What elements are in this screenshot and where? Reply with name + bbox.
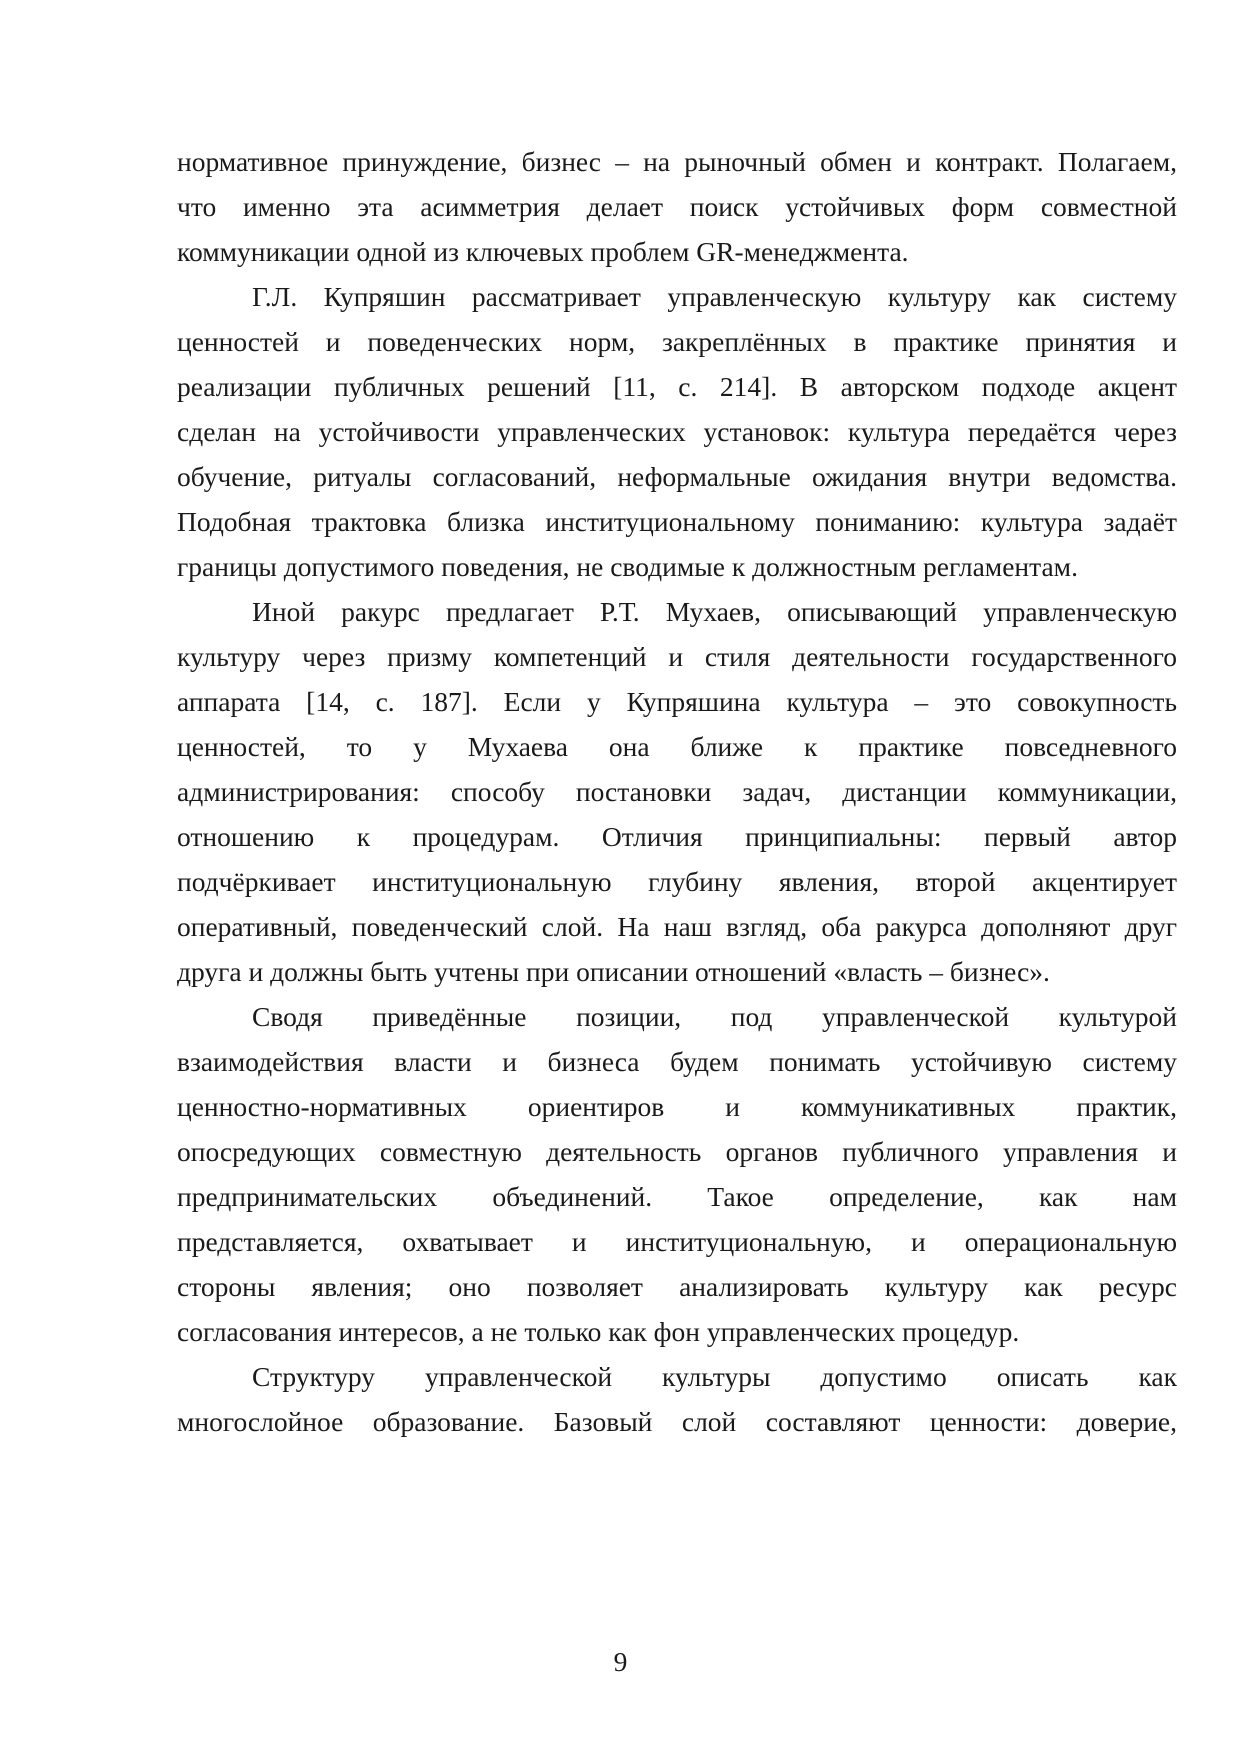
text-line: сделан на устойчивости управленческих установок: культура передаётся через xyxy=(177,416,1177,447)
text-line: согласования интересов, а не только как фон управленческих процедур. xyxy=(177,1316,1020,1347)
paragraph-first-line: Г.Л. Купряшин рассматривает управленческую культуру как систему xyxy=(252,281,1177,312)
text-line: нормативное принуждение, бизнес – на рыночный обмен и контракт. Полагаем, xyxy=(177,146,1177,177)
text-line: коммуникации одной из ключевых проблем GR-менеджмента. xyxy=(177,236,909,267)
paragraph-first-line: Структуру управленческой культуры допустимо описать как xyxy=(252,1361,1177,1392)
text-line: взаимодействия власти и бизнеса будем понимать устойчивую систему xyxy=(177,1046,1177,1077)
paragraph-first-line: Сводя приведённые позиции, под управленческой культурой xyxy=(252,1001,1177,1032)
text-line: опосредующих совместную деятельность органов публичного управления и xyxy=(177,1136,1177,1167)
text-line: ценностей, то у Мухаева она ближе к практике повседневного xyxy=(177,731,1177,762)
text-line: границы допустимого поведения, не сводимые к должностным регламентам. xyxy=(177,551,1078,582)
text-line: реализации публичных решений [11, с. 214]. В авторском подходе акцент xyxy=(177,371,1177,402)
text-line: предпринимательских объединений. Такое определение, как нам xyxy=(177,1181,1177,1212)
text-line: представляется, охватывает и институциональную, и операциональную xyxy=(177,1226,1177,1257)
text-line: ценностно-нормативных ориентиров и коммуникативных практик, xyxy=(177,1091,1177,1122)
text-line: друга и должны быть учтены при описании отношений «власть – бизнес». xyxy=(177,956,1050,987)
text-line: подчёркивает институциональную глубину явления, второй акцентирует xyxy=(177,866,1177,897)
text-line: оперативный, поведенческий слой. На наш взгляд, оба ракурса дополняют друг xyxy=(177,911,1177,942)
text-line: многослойное образование. Базовый слой составляют ценности: доверие, xyxy=(177,1406,1177,1437)
text-line: что именно эта асимметрия делает поиск устойчивых форм совместной xyxy=(177,191,1177,222)
text-line: обучение, ритуалы согласований, неформальные ожидания внутри ведомства. xyxy=(177,461,1177,492)
text-line: аппарата [14, с. 187]. Если у Купряшина культура – это совокупность xyxy=(177,686,1177,717)
text-line: администрирования: способу постановки задач, дистанции коммуникации, xyxy=(177,776,1177,807)
text-line: Подобная трактовка близка институциональному пониманию: культура задаёт xyxy=(177,506,1177,537)
text-line: культуру через призму компетенций и стиля деятельности государственного xyxy=(177,641,1177,672)
text-line: отношению к процедурам. Отличия принципиальны: первый автор xyxy=(177,821,1177,852)
text-line: стороны явления; оно позволяет анализировать культуру как ресурс xyxy=(177,1271,1177,1302)
text-line: ценностей и поведенческих норм, закреплённых в практике принятия и xyxy=(177,326,1177,357)
paragraph-first-line: Иной ракурс предлагает Р.Т. Мухаев, описывающий управленческую xyxy=(252,596,1177,627)
page-number: 9 xyxy=(613,1646,628,1677)
